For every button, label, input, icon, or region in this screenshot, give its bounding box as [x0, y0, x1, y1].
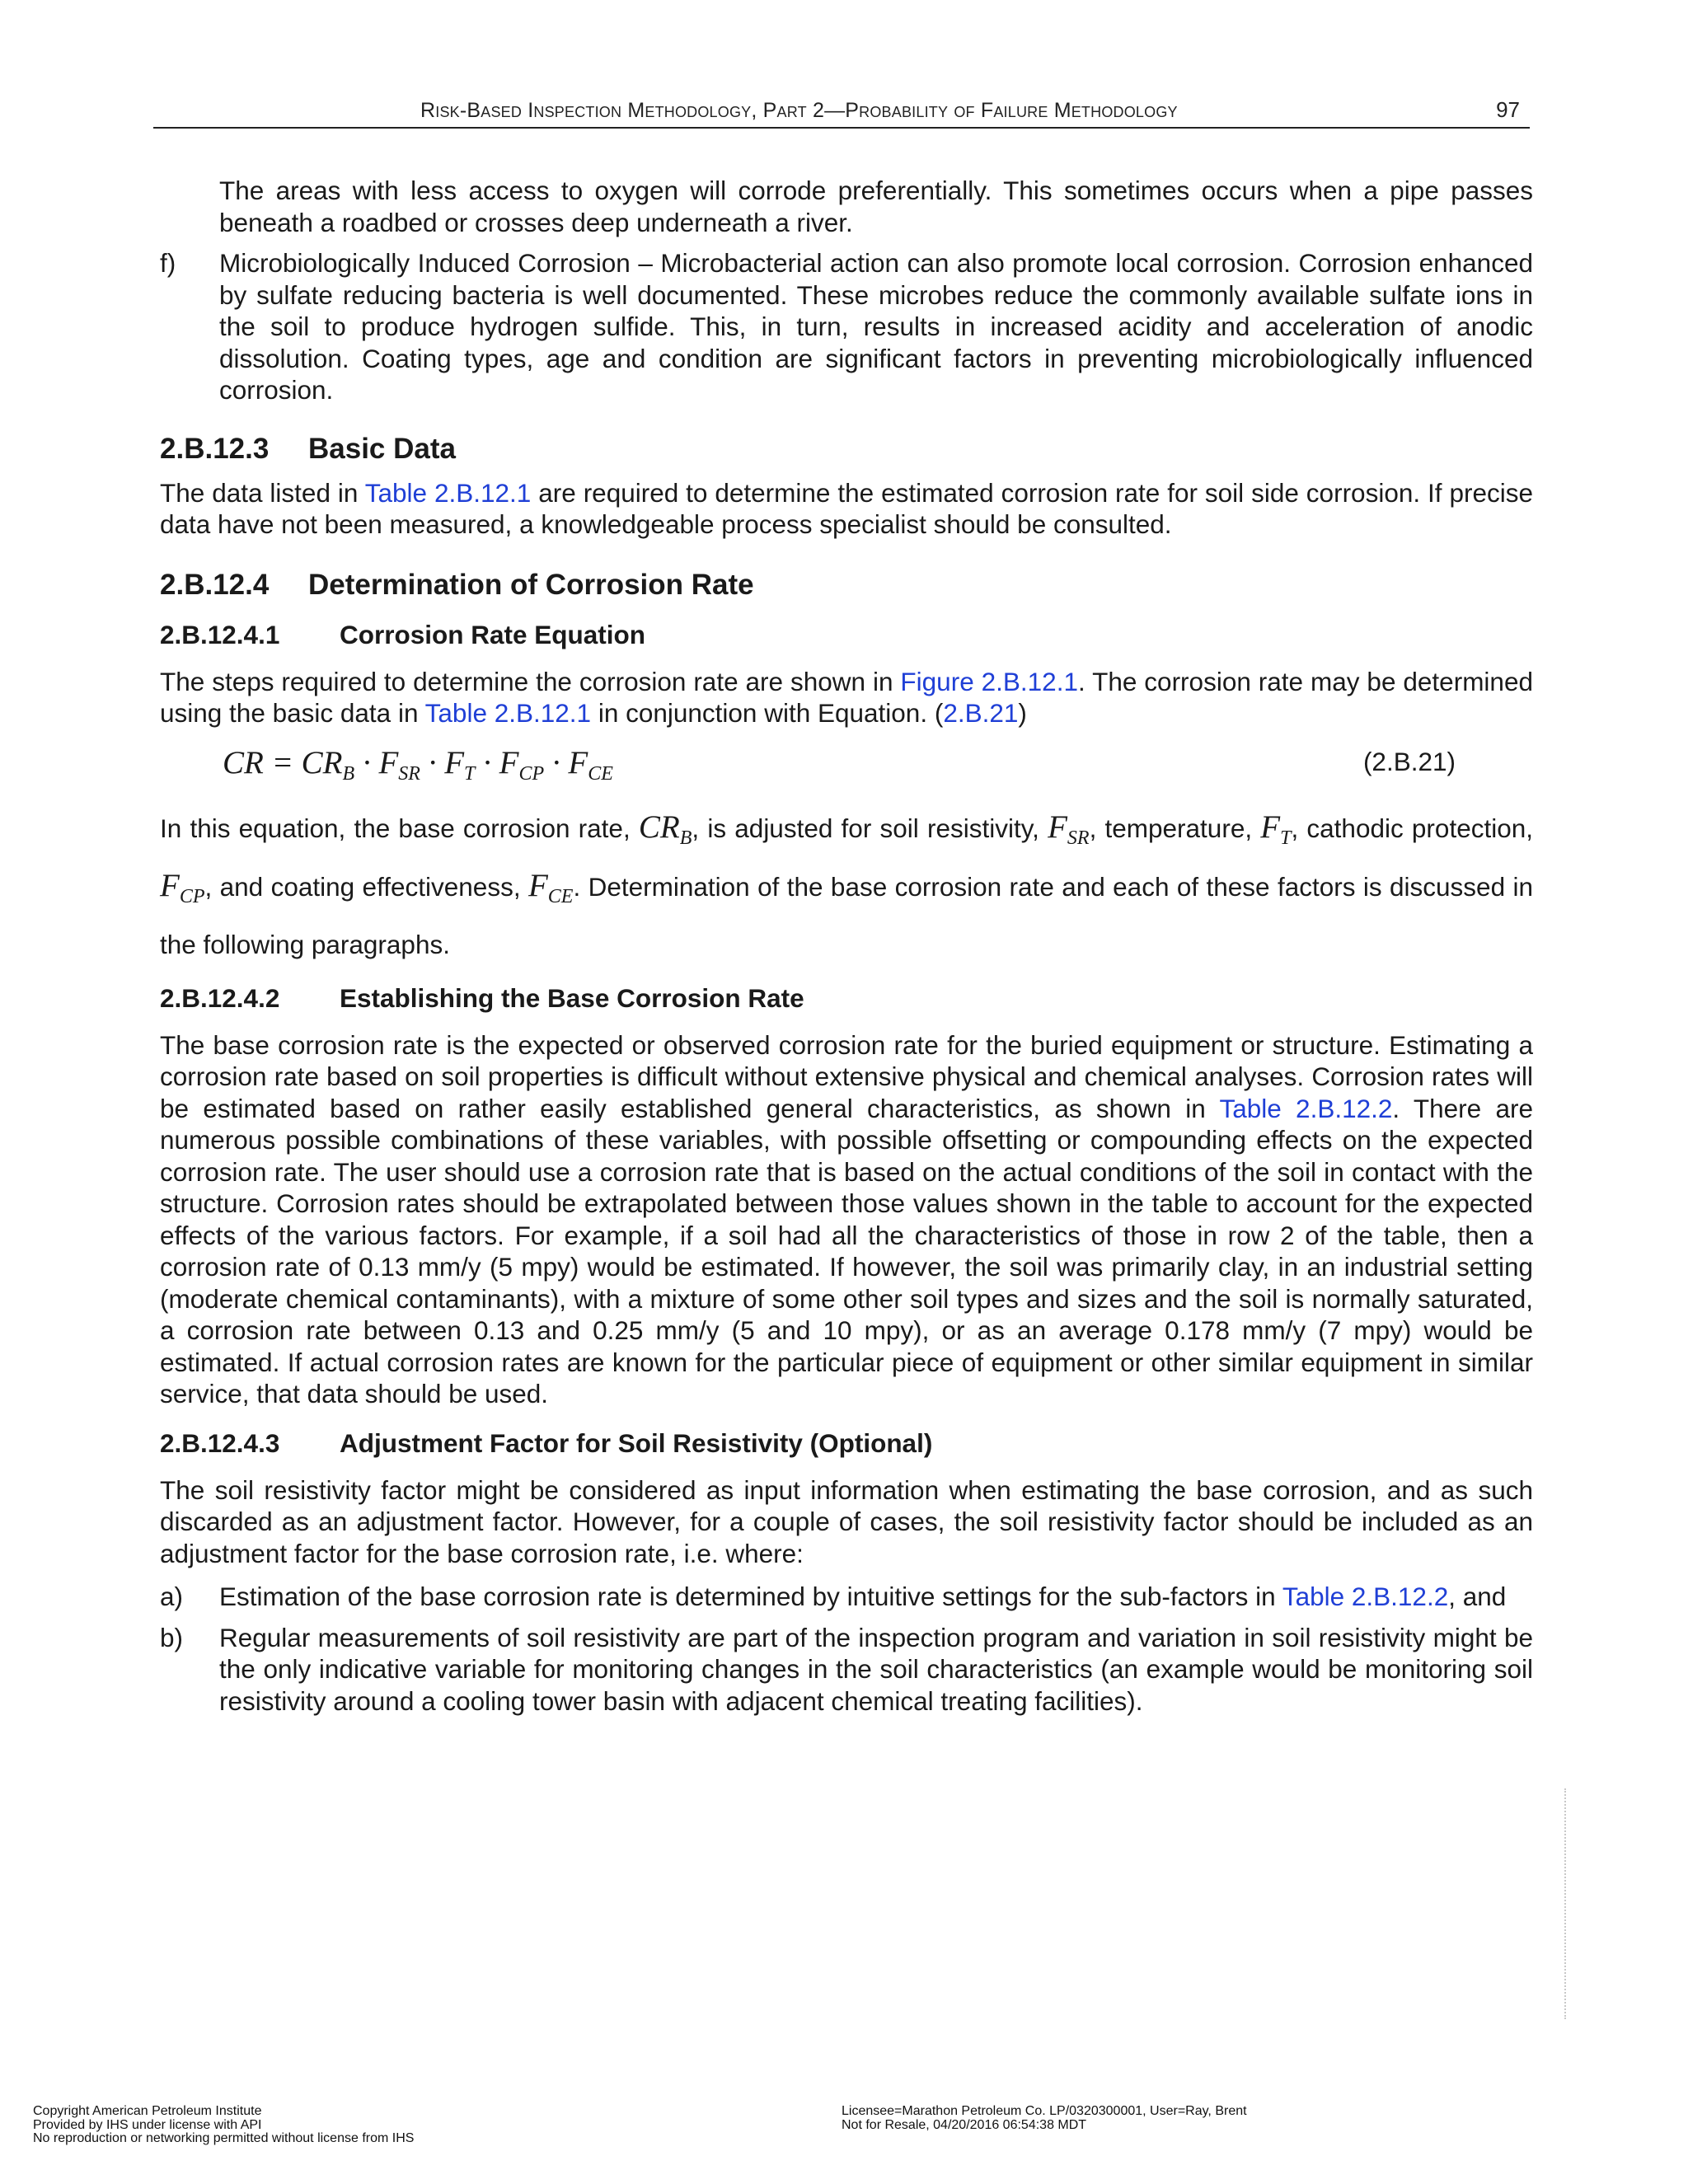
subsection-heading-base-rate [160, 982, 1533, 1015]
footer-line: Provided by IHS under license with API [33, 2117, 262, 2132]
eq-dot: · [428, 744, 437, 780]
eq-term: F [499, 744, 519, 780]
text-run: The base corrosion rate is the expected or observed corrosion rate for the buried equipment or structure. Estimating a corrosion rate based on soil properties is difficult without extensive physical and chemical analyses. Corrosion rates will be estimated based on rather easily established general characteristics, as shown in [160, 1029, 1533, 1123]
footer-line: Licensee=Marathon Petroleum Co. LP/0320300001, User=Ray, Brent [842, 2104, 1247, 2118]
equation-block [160, 743, 1533, 789]
basic-data-paragraph [160, 477, 1533, 541]
table-link[interactable]: Table 2.B.12.1 [424, 698, 592, 728]
text-run: In this equation, the base corrosion rate, [160, 813, 639, 843]
eq-subscript: B [342, 762, 355, 785]
list-item-text: Microbiologically Induced Corrosion – Microbacterial action can also promote local corrosion. Corrosion enhanced by sulfate reducing bacteria is well documented. These microbes reduce the commonly available sulfate ions in the soil to produce hydrogen sulfide. This, in turn, results in increased acidity and acceleration of anodic dissolution. Coating types, age and condition are significant factors in preventing microbiologically influenced corrosion. [219, 248, 1533, 405]
table-link[interactable]: Table 2.B.12.1 [364, 477, 532, 508]
list-item-f [160, 247, 1533, 406]
footer-left [33, 2105, 414, 2146]
section-number: 2.B.12.4.2 [160, 982, 280, 1013]
var-f-t [1260, 808, 1292, 849]
footer-line: No reproduction or networking permitted without license from IHS [33, 2131, 415, 2145]
eq-dot: · [483, 744, 491, 780]
eq-subscript: T [464, 762, 476, 785]
eq-term: CR [301, 744, 343, 780]
table-link[interactable]: Table 2.B.12.2 [1219, 1093, 1393, 1123]
var-symbol: F [1048, 808, 1067, 845]
figure-link[interactable]: Figure 2.B.12.1 [900, 666, 1078, 696]
section-title: Establishing the Base Corrosion Rate [340, 982, 804, 1013]
resistivity-paragraph: The soil resistivity factor might be considered as input information when estimating the base corrosion, and as such discarded as an adjustment factor. However, for a couple of cases, the soil resistivity factor should be included as an adjustment factor for the base corrosion rate, i.e. where: [160, 1474, 1533, 1568]
var-f-cp [160, 867, 205, 907]
section-number: 2.B.12.4 [160, 568, 270, 601]
eq-subscript: SR [398, 762, 420, 785]
running-header-title: Risk-Based Inspection Methodology, Part 2—Probability of Failure Methodology [420, 99, 1178, 122]
section-title: Corrosion Rate Equation [340, 619, 646, 649]
text-run: . The corrosion rate may be determined using the basic data in [160, 666, 1533, 728]
list-item-text: , and [1448, 1582, 1507, 1611]
equation-explanation-paragraph [160, 804, 1533, 968]
equation-link[interactable]: 2.B.21 [943, 698, 1019, 728]
text-run: , temperature, [1089, 813, 1261, 843]
page-number: 97 [1496, 97, 1520, 122]
subsection-heading-resistivity [160, 1427, 1533, 1460]
var-f-sr [1048, 808, 1090, 849]
var-symbol: F [160, 867, 180, 903]
section-heading-basic-data [160, 431, 1533, 467]
var-subscript: T [1280, 827, 1292, 849]
section-heading-determination [160, 567, 1533, 603]
text-run: , cathodic protection, [1291, 813, 1534, 843]
table-link[interactable]: Table 2.B.12.2 [1282, 1582, 1449, 1611]
text-run: . There are numerous possible combinations of these variables, with possible offsetting or compounding effects on the expected corrosion rate. The user should use a corrosion rate that is based on the actual conditions of the soil in contact with the structure. Corrosion rates should be extrapolated between those values shown in the table to account for the expected effects of the various factors. For example, if a soil had all the characteristics of those in row 2 of the table, then a corrosion rate of 0.13 mm/y (5 mpy) would be estimated. If however, the soil was primarily clay, in an industrial setting (moderate chemical contaminants), with a mixture of some other soil types and sizes and the soil is normally saturated, a corrosion rate between 0.13 and 0.25 mm/y (5 and 10 mpy), or as an average 0.178 mm/y (7 mpy) would be estimated. If actual corrosion rates are known for the particular piece of equipment or other similar equipment in similar service, that data should be used. [160, 1093, 1533, 1408]
footer-right [842, 2105, 1247, 2132]
equation-formula [223, 743, 613, 794]
subsection-heading-equation [160, 618, 1533, 651]
var-subscript: B [679, 827, 692, 849]
list-item-text: Estimation of the base corrosion rate is determined by intuitive settings for the sub-factors in [219, 1582, 1282, 1611]
eq-term: F [378, 744, 399, 780]
equation-number: (2.B.21) [1362, 746, 1456, 776]
text-run: The steps required to determine the corrosion rate are shown in [160, 666, 901, 696]
eq-term: F [444, 744, 465, 780]
section-title: Determination of Corrosion Rate [308, 568, 754, 601]
list-marker: a) [160, 1582, 184, 1611]
var-symbol: F [1260, 808, 1281, 845]
section-title: Basic Data [308, 432, 456, 465]
text-run: are required to determine the estimated corrosion rate for soil side corrosion. If precise data have not been measured, a knowledgeable process specialist should be consulted. [160, 477, 1533, 539]
var-f-ce [528, 867, 574, 907]
var-symbol: CR [638, 808, 680, 845]
text-run: , is adjusted for soil resistivity, [692, 813, 1048, 843]
margin-dotted-mark [1564, 1788, 1571, 2019]
var-cr-b [638, 808, 692, 849]
var-symbol: F [528, 867, 548, 903]
eq-term: CR [223, 744, 264, 780]
section-title: Adjustment Factor for Soil Resistivity (Optional) [340, 1427, 933, 1458]
text-run: , and coating effectiveness, [204, 871, 528, 902]
section-number: 2.B.12.3 [160, 432, 270, 465]
text-run: in conjunction with Equation. ( [591, 698, 944, 728]
list-item-a [160, 1581, 1533, 1613]
eq-dot: · [551, 744, 560, 780]
list-marker: f) [160, 248, 176, 278]
list-marker: b) [160, 1622, 184, 1652]
var-subscript: CE [547, 885, 574, 907]
page-body [160, 175, 1533, 1717]
var-subscript: SR [1067, 827, 1090, 849]
footer-line: Not for Resale, 04/20/2016 06:54:38 MDT [842, 2117, 1087, 2132]
continuation-paragraph: The areas with less access to oxygen will corrode preferentially. This sometimes occurs when a pipe passes beneath a roadbed or crosses deep underneath a river. [219, 176, 1533, 237]
eq-subscript: CP [518, 762, 545, 785]
equation-intro-paragraph [160, 666, 1533, 729]
list-item-b [160, 1622, 1533, 1718]
text-run: ) [1018, 698, 1027, 728]
section-number: 2.B.12.4.3 [160, 1427, 280, 1458]
text-run: The data listed in [160, 477, 365, 508]
eq-sign: = [271, 744, 293, 780]
base-rate-paragraph [160, 1029, 1533, 1410]
running-header [153, 97, 1530, 129]
list-item-text: Regular measurements of soil resistivity are part of the inspection program and variation in soil resistivity might be the only indicative variable for monitoring changes in the soil characteristics (an example would be monitoring soil resistivity around a cooling tower basin with adjacent chemical treating facilities). [219, 1622, 1533, 1716]
section-number: 2.B.12.4.1 [160, 619, 280, 649]
eq-term: F [568, 744, 588, 780]
footer-line: Copyright American Petroleum Institute [33, 2104, 262, 2118]
text-run: . Determination of the base corrosion rate and each of these factors is discussed in the following paragraphs. [160, 871, 1533, 959]
eq-subscript: CE [588, 762, 613, 785]
var-subscript: CP [179, 885, 205, 907]
eq-dot: · [362, 744, 371, 780]
